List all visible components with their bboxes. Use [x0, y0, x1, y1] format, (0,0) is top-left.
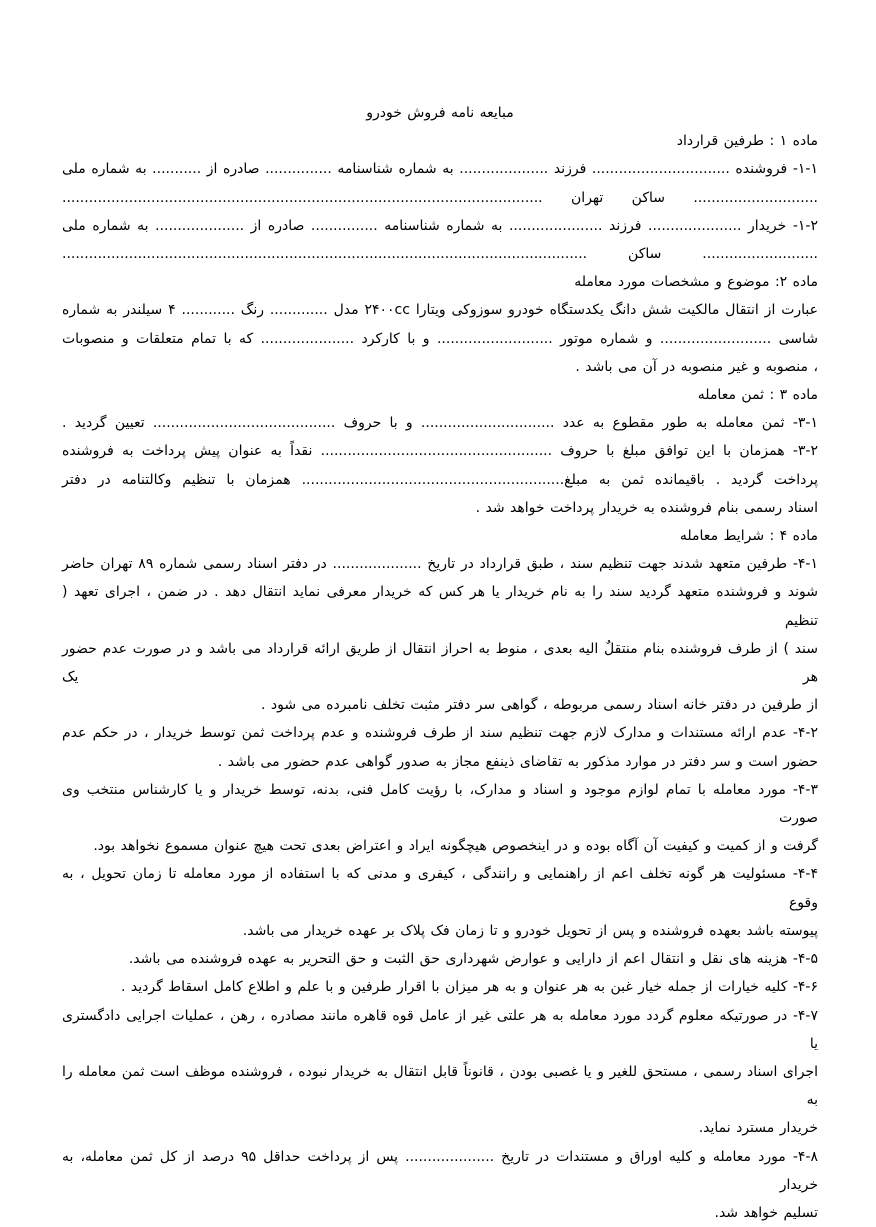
clause-1-2-line1: ۱-۲- خریدار ..................... فرزند ..................... به شماره شناسنامه ............... صادره از .................... به شماره ملی [62, 217, 818, 234]
clause-4-7-line2: اجرای اسناد رسمی ، مستحق للغیر و یا غصبی بودن ، قانوناً قابل انتقال به خریدار نبوده ، فروشنده موظف است ثمن معامله را به [62, 1063, 818, 1109]
clause-3-2-line2: پرداخت گردید . باقیمانده ثمن به مبلغ........................................................... همزمان با تنظیم وکالتنامه در دفتر [62, 471, 818, 488]
clause-4-3-line2: گرفت و از کمیت و کیفیت آن آگاه بوده و در اینخصوص هیچگونه ایراد و اعتراض بعدی تحت هیچ عنوان مسموع نخواهد بود. [93, 838, 818, 855]
clause-4-7-line3: خریدار مسترد نماید. [698, 1120, 818, 1137]
article-3-heading: ماده ۳ : ثمن معامله [697, 387, 818, 404]
clause-4-1-line1: ۴-۱- طرفین متعهد شدند جهت تنظیم سند ، طبق قرارداد در تاریخ .................... در دفتر اسناد رسمی شماره ۸۹ تهران حاضر [62, 556, 818, 573]
clause-3-2-line3: اسناد رسمی بنام فروشنده به خریدار پرداخت خواهد شد . [475, 499, 818, 516]
clause-4-1-line3: سند ) از طرف فروشنده بنام منتقلٌ الیه بعدی ، منوط به احراز انتقال از طریق ارائه قرارداد می باشد و در صورت عدم حضور هر یک [62, 640, 818, 686]
clause-4-3-line1: ۴-۳- مورد معامله با تمام لوازم موجود و اسناد و مدارک، با رؤیت کامل فنی، بدنه، توسط خریدار و یا کارشناس منتخب وی صورت [62, 781, 818, 827]
article-2-body-line2: شاسی ......................... و شماره موتور .......................... و با کارکرد ..................... که با تمام متعلقات و منصوبات [62, 330, 818, 347]
article-4-heading: ماده ۴ : شرایط معامله [679, 528, 818, 545]
clause-4-4-line1: ۴-۴- مسئولیت هر گونه تخلف اعم از راهنمایی و رانندگی ، کیفری و مدنی که با استفاده از مورد معامله تا زمان تحویل ، به وقوع [62, 866, 818, 911]
clause-4-8-line1: ۴-۸- مورد معامله و کلیه اوراق و مستندات در تاریخ .................... پس از پرداخت حداقل ۹۵ درصد از کل ثمن معامله، به خریدار [62, 1148, 818, 1193]
clause-4-6: ۴-۶- کلیه خیارات از جمله خیار غبن به هر عنوان و به هر میزان با اقرار طرفین و با علم و اطلاع کامل اسقاط گردید . [121, 979, 818, 996]
clause-4-1-line4: از طرفین در دفتر خانه اسناد رسمی مربوطه ، گواهی سر دفتر مثبت تخلف نامبرده می شود . [261, 697, 818, 714]
article-2-body-line3: ، منصوبه و غیر منصوبه در آن می باشد . [575, 358, 818, 375]
article-2-heading: ماده ۲: موضوع و مشخصات مورد معامله [574, 274, 818, 291]
clause-1-2-line2: .......................... ساکن ...................................................................................................................... [62, 246, 818, 263]
document-title: مبایعه نامه فروش خودرو [366, 105, 514, 121]
clause-4-1-line2: شوند و فروشنده متعهد گردید سند را به نام خریدار یا هر کس که خریدار معرفی نماید انتقال دهد . در ضمن ، اجرای تعهد ( تنظیم [62, 584, 818, 629]
clause-4-2-line1: ۴-۲- عدم ارائه مستندات و مدارک لازم جهت تنظیم سند از طرف فروشنده و عدم پرداخت ثمن توسط خریدار ، در حکم عدم [62, 725, 818, 742]
clause-4-4-line2: پیوسته باشد بعهده فروشنده و پس از تحویل خودرو و تا زمان فک پلاک بر عهده خریدار می باشد. [242, 922, 818, 939]
clause-3-2-line1: ۳-۲- همزمان با این توافق مبلغ با حروف .................................................... نقداً به عنوان پیش پرداخت به فروشنده [62, 443, 818, 460]
clause-1-1-line1: ۱-۱- فروشنده ............................... فرزند .................... به شماره شناسنامه ............... صادره از ........... به شماره ملی [62, 161, 818, 178]
clause-3-1: ۳-۱- ثمن معامله به طور مقطوع به عدد .............................. و با حروف ......................................... تعیین گردید . [62, 415, 818, 432]
clause-4-7-line1: ۴-۷- در صورتیکه معلوم گردد مورد معامله به هر علتی غیر از عامل قوه قاهره مانند مصادره ، رهن ، عملیات اجرایی دادگستری یا [62, 1007, 818, 1052]
article-2-body-line1: عبارت از انتقال مالکیت شش دانگ یکدستگاه خودرو سوزوکی ویتارا ۲۴۰۰cc مدل ............. رنگ ............ ۴ سیلندر به شماره [62, 302, 818, 319]
clause-4-2-line2: حضور است و سر دفتر در موارد مذکور به تقاضای ذینفع مجاز به صدور گواهی عدم حضور می باشد . [217, 753, 818, 770]
article-1-heading: ماده ۱ : طرفین قرارداد [676, 133, 818, 150]
clause-1-1-line2: ............................ ساکن تهران ............................................................................................................ [62, 189, 818, 206]
clause-4-8-line2: تسلیم خواهد شد. [714, 1204, 818, 1221]
clause-4-5: ۴-۵- هزینه های نقل و انتقال اعم از دارایی و عوارض شهرداری حق الثبت و حق التحریر به عهده فروشنده می باشد. [128, 951, 818, 968]
